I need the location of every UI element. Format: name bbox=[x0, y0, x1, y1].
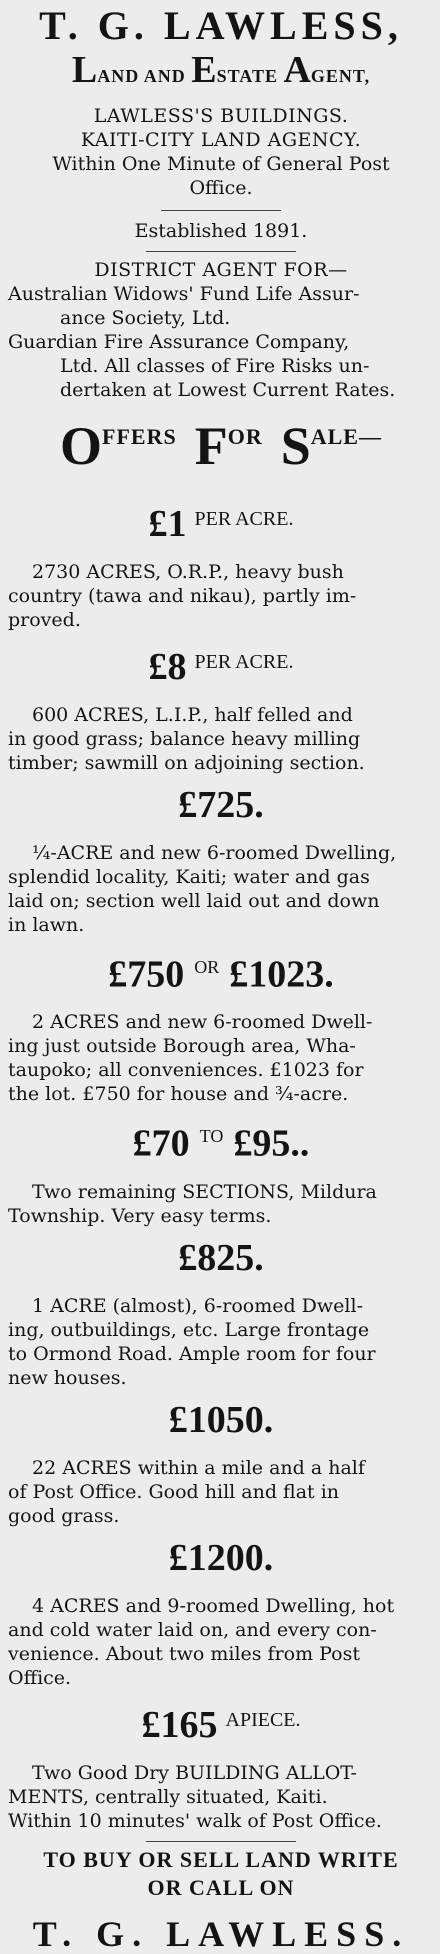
advertiser-signature: T. G. LAWLESS. bbox=[32, 1913, 410, 1954]
call-to-action: OR CALL ON bbox=[147, 1874, 295, 1900]
title-word: STATE bbox=[216, 66, 284, 86]
location-line: Within One Minute of General Post bbox=[52, 153, 390, 175]
listing-line: ing just outside Borough area, Wha- bbox=[8, 1035, 356, 1058]
listing-line: 600 ACRES, L.I.P., half felled and bbox=[32, 703, 353, 726]
listing-line: splendid locality, Kaiti; water and gas bbox=[8, 865, 370, 888]
title-letter: E bbox=[191, 49, 217, 91]
divider bbox=[146, 251, 296, 252]
district-item-line: dertaken at Lowest Current Rates. bbox=[60, 379, 396, 401]
listing-line: of Post Office. Good hill and flat in bbox=[8, 1480, 340, 1503]
price-conjunction: OR bbox=[194, 956, 220, 977]
buildings-line: LAWLESS'S BUILDINGS. bbox=[93, 105, 349, 127]
listing-line: Two remaining SECTIONS, Mildura bbox=[32, 1180, 377, 1203]
heading-small: ALE— bbox=[310, 424, 382, 449]
agency-line: KAITI-CITY LAND AGENCY. bbox=[80, 129, 362, 151]
listing-description bbox=[8, 1180, 434, 1228]
listing-line: and cold water laid on, and every con- bbox=[8, 1618, 377, 1641]
price-amount: £725. bbox=[178, 783, 264, 826]
price-heading bbox=[8, 1700, 434, 1753]
listing-description bbox=[8, 1456, 434, 1528]
listing-line: MENTS, centrally situated, Kaiti. bbox=[8, 1785, 328, 1808]
listing-line: country (tawa and nikau), partly im- bbox=[8, 584, 357, 607]
listing-line: timber; sawmill on adjoining section. bbox=[8, 751, 365, 774]
price-unit: PER ACRE. bbox=[194, 650, 294, 673]
price-amount: £70 bbox=[132, 1122, 190, 1165]
listing-description bbox=[8, 703, 434, 775]
listing-line: Township. Very easy terms. bbox=[8, 1204, 272, 1227]
district-item-line: Australian Widows' Fund Life Assur- bbox=[8, 283, 360, 305]
price-conjunction: TO bbox=[199, 1126, 224, 1147]
listing-line: 2 ACRES and new 6-roomed Dwell- bbox=[32, 1011, 373, 1034]
price-unit: APIECE. bbox=[225, 1708, 301, 1731]
listing-line: new houses. bbox=[8, 1366, 127, 1389]
title-letter: L bbox=[71, 49, 98, 91]
price-amount: £95.. bbox=[233, 1122, 310, 1165]
listing-line: the lot. £750 for house and ¾-acre. bbox=[8, 1083, 349, 1106]
listing-line: in lawn. bbox=[8, 913, 85, 936]
price-amount: £1200. bbox=[168, 1536, 274, 1579]
heading-capital: F bbox=[194, 415, 228, 476]
district-item-line: Guardian Fire Assurance Company, bbox=[8, 331, 350, 353]
price-amount: £825. bbox=[178, 1236, 264, 1279]
heading-small: OR bbox=[227, 424, 263, 449]
title-letter: A bbox=[283, 49, 311, 91]
district-item-line: Ltd. All classes of Fire Risks un- bbox=[60, 355, 370, 377]
district-heading: DISTRICT AGENT FOR— bbox=[94, 259, 348, 281]
price-unit: PER ACRE. bbox=[194, 507, 294, 530]
offers-for-sale-heading bbox=[8, 408, 434, 489]
established-line: Established 1891. bbox=[134, 220, 308, 242]
listing-line: good grass. bbox=[8, 1504, 120, 1527]
price-amount: £165 bbox=[141, 1703, 218, 1746]
title-word: GENT, bbox=[310, 66, 371, 86]
listing-line: 4 ACRES and 9-roomed Dwelling, hot bbox=[32, 1594, 395, 1617]
price-amount: £1050. bbox=[168, 1398, 274, 1441]
listing-line: ¼-ACRE and new 6-roomed Dwelling, bbox=[32, 841, 397, 864]
listing-description bbox=[8, 1010, 434, 1106]
price-heading bbox=[8, 1116, 434, 1172]
divider bbox=[161, 210, 281, 211]
divider bbox=[146, 1841, 296, 1842]
price-heading bbox=[8, 1238, 434, 1286]
price-heading bbox=[8, 1538, 434, 1586]
listing-description bbox=[8, 1761, 434, 1833]
listing-line: proved. bbox=[8, 608, 81, 631]
heading-capital: S bbox=[280, 415, 311, 476]
advertiser-name: T. G. LAWLESS, bbox=[39, 3, 403, 48]
listing-line: Within 10 minutes' walk of Post Office. bbox=[8, 1809, 382, 1832]
listing-line: venience. About two miles from Post bbox=[8, 1642, 361, 1665]
listing-line: Office. bbox=[8, 1666, 72, 1689]
listing-line: taupoko; all conveniences. £1023 for bbox=[8, 1059, 364, 1082]
heading-small: FFERS bbox=[102, 424, 177, 449]
location-line: Office. bbox=[189, 177, 253, 199]
listing-description bbox=[8, 841, 434, 937]
title-land-estate-agent bbox=[8, 48, 434, 100]
price-heading bbox=[8, 947, 434, 1003]
listing-line: ing, outbuildings, etc. Large frontage bbox=[8, 1318, 370, 1341]
district-item-line: ance Society, Ltd. bbox=[60, 307, 231, 329]
listing-line: Two Good Dry BUILDING ALLOT- bbox=[32, 1761, 357, 1784]
price-amount: £8 bbox=[148, 645, 187, 688]
listing-line: in good grass; balance heavy milling bbox=[8, 727, 361, 750]
listing-line: to Ormond Road. Ample room for four bbox=[8, 1342, 376, 1365]
call-to-action: TO BUY OR SELL LAND WRITE bbox=[43, 1846, 399, 1872]
price-heading bbox=[8, 499, 434, 552]
listing-line: 22 ACRES within a mile and a half bbox=[32, 1456, 365, 1479]
price-heading bbox=[8, 642, 434, 695]
heading-capital: O bbox=[60, 415, 103, 476]
listing-line: laid on; section well laid out and down bbox=[8, 889, 380, 912]
listing-line: 1 ACRE (almost), 6-roomed Dwell- bbox=[32, 1294, 363, 1317]
title-word: AND AND bbox=[97, 66, 192, 86]
listing-description bbox=[8, 1294, 434, 1390]
price-amount: £1 bbox=[148, 502, 187, 545]
listing-description bbox=[8, 1594, 434, 1690]
listing-description bbox=[8, 560, 434, 632]
price-amount: £1023. bbox=[229, 953, 334, 996]
price-heading bbox=[8, 1400, 434, 1448]
listing-line: 2730 ACRES, O.R.P., heavy bush bbox=[32, 560, 344, 583]
price-heading bbox=[8, 785, 434, 833]
price-amount: £750 bbox=[108, 953, 185, 996]
